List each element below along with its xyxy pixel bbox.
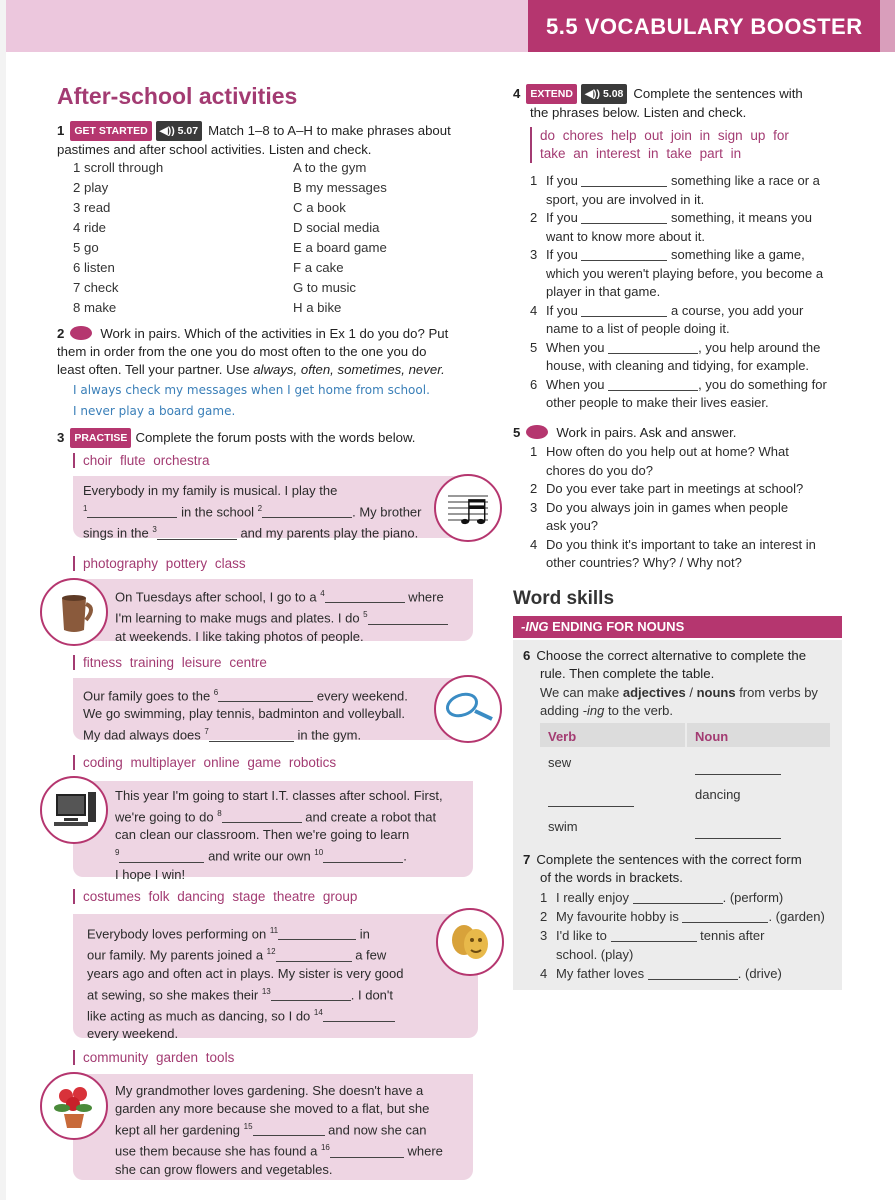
list-item: 1 How often do you help out at home? What chores do you do? <box>530 444 789 478</box>
forum-post-2 <box>73 579 473 644</box>
music-note-icon <box>434 474 502 542</box>
gap-number: 13 <box>261 986 271 996</box>
gap-number: 7 <box>204 727 209 737</box>
ex1-number: 1 <box>57 123 65 138</box>
gap-number: 1 <box>83 504 88 513</box>
post-line: sings in the $^3$ and my parents play the piano. <box>83 525 419 541</box>
gap-blank[interactable] <box>633 892 723 904</box>
ex1-line2: pastimes and after school activities. Listen and check. <box>57 142 372 157</box>
ex2-example-1: I always check my messages when I get home from school. <box>73 383 430 397</box>
option-adjectives[interactable]: adjectives <box>622 685 686 700</box>
gap-number: 15 <box>243 1122 253 1131</box>
forum-post-4 <box>73 781 473 882</box>
gap-blank[interactable] <box>323 851 403 863</box>
list-item: 4 Do you think it's important to take an interest in other countries? Why? / Why not? <box>530 536 816 570</box>
forum-post-6 <box>73 1074 473 1180</box>
list-item: F a cake <box>293 260 344 275</box>
ex6-number: 6 <box>523 648 531 663</box>
post-line: we're going to do $^8$ and create a robot that <box>115 809 437 825</box>
post-line: $^9$ and write our own $^{10}$ . <box>115 848 407 864</box>
gap-number: 12 <box>266 947 276 957</box>
gap-number: 4 <box>320 589 325 598</box>
forum-post-1 <box>73 476 473 541</box>
ex7-number: 7 <box>523 852 531 867</box>
list-item: 4 If you a course, you add your name to a list of people doing it. <box>530 302 804 336</box>
word-box-2: photography pottery class <box>73 556 246 571</box>
post-line: I hope I win! <box>115 866 186 882</box>
gap-blank[interactable] <box>330 1146 404 1158</box>
post-line: every weekend. <box>87 1026 179 1042</box>
gap-blank[interactable] <box>581 175 667 187</box>
list-item: A to the gym <box>293 160 367 175</box>
section-header <box>528 0 888 52</box>
gap-blank[interactable] <box>581 305 667 317</box>
ex1-right-list <box>293 158 387 318</box>
table-cell: dancing <box>687 781 830 811</box>
practise-badge: PRACTISE <box>70 428 131 448</box>
gap-blank[interactable] <box>278 928 356 940</box>
table-cell <box>687 749 830 779</box>
gap-number: 2 <box>257 504 263 513</box>
ex5-list <box>530 443 850 573</box>
post-line: years ago and often act in plays. My sister is very good <box>87 965 404 981</box>
gap-number: 9 <box>115 848 120 858</box>
gap-blank[interactable] <box>157 528 237 540</box>
list-item: 3 Do you always join in games when people ask you? <box>530 499 789 533</box>
option-nouns[interactable]: nouns <box>696 685 736 700</box>
post-line: kept all her gardening $^{15}$ and now she can <box>115 1122 427 1138</box>
gap-number: 11 <box>269 926 279 935</box>
computer-icon <box>40 776 108 844</box>
word-box-line: do chores help out join in sign up for <box>540 128 789 143</box>
post-line: My dad always does $^7$ in the gym. <box>83 727 362 743</box>
forum-post-5 <box>73 914 478 1042</box>
word-box-3: fitness training leisure centre <box>73 655 267 670</box>
tennis-racket-icon <box>434 675 502 743</box>
list-item: 6 When you , you do something for other people to make their lives easier. <box>530 376 827 410</box>
ex6-instruction: 6 Choose the correct alternative to complete the rule. Then complete the table. <box>523 648 807 681</box>
forum-post-3 <box>73 678 473 743</box>
table-cell: sew <box>540 749 685 779</box>
gap-number: 3 <box>152 525 157 535</box>
list-item: 1 If you something like a race or a sport, you are involved in it. <box>530 173 820 207</box>
ex4-instruction <box>513 84 843 122</box>
gap-blank[interactable] <box>648 968 738 980</box>
ex2-line2: them in order from the one you do most often to the one you do <box>57 344 427 359</box>
ex4-list <box>530 172 850 413</box>
gap-blank[interactable] <box>581 249 667 261</box>
gap-blank[interactable] <box>608 342 698 354</box>
ex6-rule: We can make adjectives / nouns from verbs by adding -ing to the verb. <box>540 685 818 718</box>
ex3-number: 3 <box>57 430 65 445</box>
post-line: at weekends. I like taking photos of people. <box>115 628 364 644</box>
audio-track-button[interactable]: ◀)) 5.08 <box>581 84 627 104</box>
post-line: My grandmother loves gardening. She doesn't have a <box>115 1083 424 1098</box>
gap-blank[interactable] <box>271 989 351 1001</box>
ex4-line1: Complete the sentences with <box>633 86 803 101</box>
audio-track-label: 5.08 <box>602 88 624 100</box>
ex5-number: 5 <box>513 425 521 440</box>
gap-blank[interactable] <box>218 690 313 702</box>
post-line: This year I'm going to start I.T. classes after school. First, <box>115 788 443 803</box>
list-item: 7 check <box>73 280 119 295</box>
audio-track-label: 5.07 <box>177 125 199 137</box>
gap-blank[interactable] <box>608 379 698 391</box>
word-box-6: community garden tools <box>73 1050 234 1065</box>
ex7-list <box>540 888 840 983</box>
gap-blank[interactable] <box>253 1124 325 1136</box>
ex2-example-2: I never play a board game. <box>73 404 236 418</box>
page-edge <box>0 0 6 1200</box>
list-item: 6 listen <box>73 260 115 275</box>
list-item: 3 I'd like to tennis after school. (play) <box>540 928 765 962</box>
gap-number: 6 <box>213 688 219 697</box>
mug-icon <box>40 578 108 646</box>
flower-pot-icon <box>40 1072 108 1140</box>
table-cell: swim <box>540 813 685 843</box>
gap-blank[interactable] <box>87 506 177 518</box>
post-line: like acting as much as dancing, so I do $^{14}$ <box>87 1004 464 1025</box>
gap-number: 8 <box>217 809 222 818</box>
post-line: Everybody loves performing on $^{11}$ in <box>87 926 370 942</box>
word-box-4: coding multiplayer online game robotics <box>73 755 336 770</box>
gap-blank[interactable] <box>323 1010 395 1022</box>
ex2-number: 2 <box>57 326 65 341</box>
ex5-instruction <box>513 424 736 442</box>
post-line: at sewing, so she makes their $^{13}$ . I don't <box>87 986 393 1002</box>
gap-blank[interactable] <box>368 613 448 625</box>
ex2-adverbs: always, often, sometimes, never. <box>253 362 445 377</box>
table-header-verb: Verb <box>540 723 685 747</box>
gap-blank[interactable] <box>325 591 405 603</box>
gap-blank[interactable] <box>611 930 697 942</box>
ex3-instruction-text: Complete the forum posts with the words below. <box>135 430 416 445</box>
list-item: 2 Do you ever take part in meetings at school? <box>530 481 804 496</box>
list-item: 4 My father loves . (drive) <box>540 966 782 981</box>
list-item: 1 I really enjoy . (perform) <box>540 890 784 905</box>
gap-blank[interactable] <box>262 506 352 518</box>
list-item: 2 play <box>73 180 109 195</box>
word-box-line: take an interest in take part in <box>540 146 742 161</box>
audio-track-button[interactable]: ◀)) 5.07 <box>156 121 202 141</box>
list-item: 1 scroll through <box>73 160 164 175</box>
table-cell <box>540 781 685 811</box>
post-line: can clean our classroom. Then we're going to learn <box>115 827 410 843</box>
ex2-instruction <box>57 325 502 379</box>
list-item: 3 read <box>73 200 111 215</box>
speech-bubble-icon <box>70 326 92 340</box>
post-line: I'm learning to make mugs and plates. I do $^5$ <box>115 606 463 627</box>
ex2-line1: Work in pairs. Which of the activities in Ex 1 do you do? Put <box>100 326 449 341</box>
ex7-instruction: 7 Complete the sentences with the correct form of the words in brackets. <box>523 852 802 885</box>
header-ing: -ING <box>521 619 549 634</box>
gap-number: 14 <box>313 1007 323 1017</box>
table-cell <box>687 813 830 843</box>
gap-blank[interactable] <box>119 851 204 863</box>
word-box-5: costumes folk dancing stage theatre group <box>73 889 357 904</box>
gap-blank[interactable] <box>276 950 352 962</box>
post-line: Our family goes to the $^6$ every weekend. <box>83 688 408 704</box>
gap-blank[interactable] <box>209 730 294 742</box>
list-item: B my messages <box>293 180 387 195</box>
ex4-line2: the phrases below. Listen and check. <box>530 105 747 120</box>
speech-bubble-icon <box>526 425 548 439</box>
list-item: 8 make <box>73 300 117 315</box>
post-line: We go swimming, play tennis, badminton and volleyball. <box>83 706 406 722</box>
list-item: D social media <box>293 220 380 235</box>
ex1-line1: Match 1–8 to A–H to make phrases about <box>208 123 451 138</box>
ex5-instruction-text: Work in pairs. Ask and answer. <box>556 425 737 440</box>
post-line: $^1$ in the school $^2$ . My brother <box>83 504 422 520</box>
table-header-noun: Noun <box>687 723 830 747</box>
gap-blank[interactable] <box>695 763 781 775</box>
header-text: ENDING FOR NOUNS <box>548 619 685 634</box>
list-item: E a board game <box>293 240 387 255</box>
word-skills-title: Word skills <box>513 588 615 609</box>
list-item: C a book <box>293 200 346 215</box>
post-line: garden any more because she moved to a flat, but she <box>115 1101 430 1116</box>
word-skills-header <box>513 616 842 638</box>
list-item: 5 go <box>73 240 99 255</box>
ex4-word-box <box>530 127 789 163</box>
gap-blank[interactable] <box>695 827 781 839</box>
post-line: our family. My parents joined a $^{12}$ a few <box>87 947 387 963</box>
page-title: After-school activities <box>57 83 298 109</box>
gap-blank[interactable] <box>548 795 634 807</box>
gap-number: 16 <box>320 1143 330 1153</box>
get-started-badge: GET STARTED <box>70 121 151 141</box>
post-line: Everybody in my family is musical. I play the <box>83 483 338 498</box>
gap-blank[interactable] <box>682 911 768 923</box>
section-title: 5.5 VOCABULARY BOOSTER <box>546 14 863 39</box>
post-line: On Tuesdays after school, I go to a $^4$ where <box>115 589 444 605</box>
header-edge <box>880 0 895 52</box>
list-item: 3 If you something like a game, which you weren't playing before, you become a player in that game. <box>530 247 824 299</box>
theatre-masks-icon <box>436 908 504 976</box>
svg-text:♬: ♬ <box>458 493 489 533</box>
gap-number: 5 <box>363 610 368 620</box>
ex1-left-list <box>73 158 163 318</box>
ex4-number: 4 <box>513 86 521 101</box>
post-line: use them because she has found a $^{16}$ where <box>115 1143 443 1159</box>
ex1-instruction <box>57 121 497 159</box>
list-item: 4 ride <box>73 220 106 235</box>
word-box-1: choir flute orchestra <box>73 453 210 468</box>
ex2-line3: least often. Tell your partner. Use <box>57 362 254 377</box>
list-item: 2 My favourite hobby is . (garden) <box>540 909 825 924</box>
list-item: 2 If you something, it means you want to know more about it. <box>530 210 812 244</box>
gap-blank[interactable] <box>222 811 302 823</box>
post-line: she can grow flowers and vegetables. <box>115 1161 333 1177</box>
gap-number: 10 <box>314 848 324 858</box>
header-band <box>6 0 528 52</box>
extend-badge: EXTEND <box>526 84 577 104</box>
list-item: H a bike <box>293 300 342 315</box>
list-item: 5 When you , you help around the house, with cleaning and tidying, for example. <box>530 339 821 373</box>
list-item: G to music <box>293 280 357 295</box>
ex3-instruction <box>57 428 415 448</box>
gap-blank[interactable] <box>581 212 667 224</box>
